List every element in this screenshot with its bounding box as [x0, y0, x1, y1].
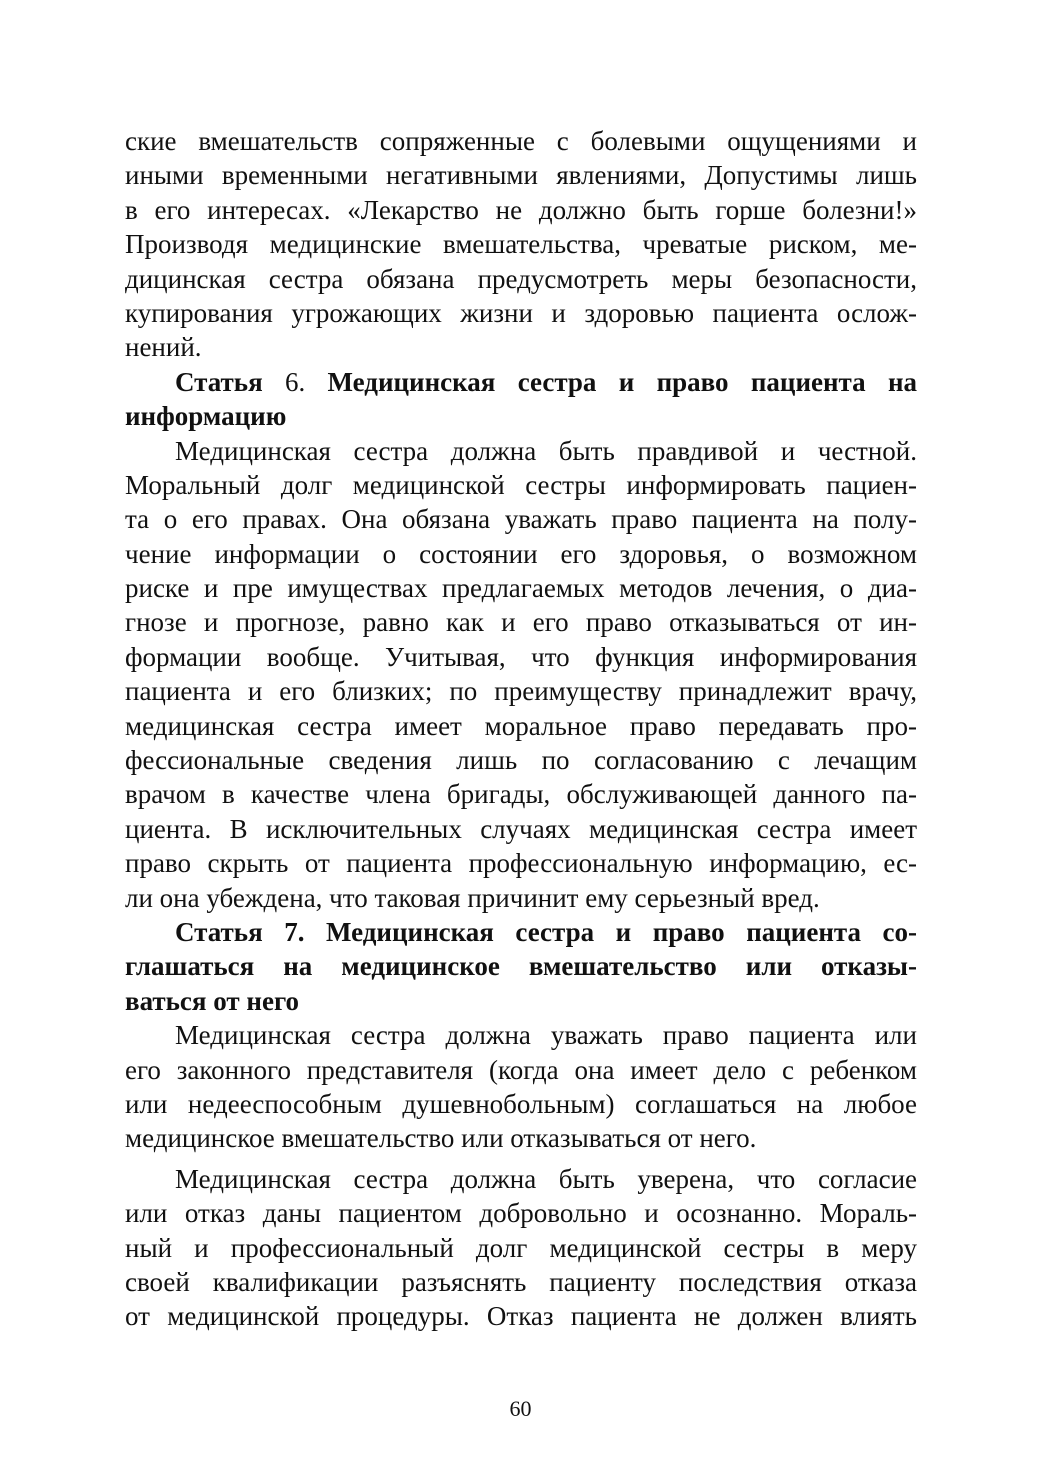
page-number: 60 — [509, 1396, 532, 1421]
text-line: медицинская сестра имеет моральное право передавать про- — [125, 710, 917, 741]
page-body — [125, 124, 917, 1334]
article-7-heading — [125, 915, 917, 1018]
text-line: его законного представителя (когда она имеет дело с ребенком — [125, 1054, 917, 1085]
text-line: от медицинской процедуры. Отказ пациента не должен влиять — [125, 1301, 917, 1332]
text-line: пациента и его близких; по преимуществу принадлежит врачу, — [125, 676, 917, 707]
heading-title: Медицинская сестра и право пациента на — [327, 366, 917, 397]
text-line: в его интересах. «Лекарство не должно быть горше болезни!» — [125, 194, 917, 225]
text-line: чение информации о состоянии его здоровья, о возможном — [125, 538, 917, 569]
text-line: ские вмешательств сопряженные с болевыми ощущениями и — [125, 126, 917, 156]
text-line: Производя медицинские вмешательства, чреватые риском, ме- — [125, 229, 917, 260]
text-line: или недееспособным душевнобольным) соглашаться на любое — [125, 1088, 917, 1119]
text-line: нений. — [125, 332, 202, 363]
text-line: своей квалификации разъяснять пациенту последствия отказа — [125, 1266, 917, 1297]
text-line: дицинская сестра обязана предусмотреть меры безопасности, — [125, 263, 917, 294]
heading-number: 6. — [262, 366, 328, 397]
text-line: фессиональные сведения лишь по согласованию с лечащим — [125, 745, 917, 776]
heading-line: глашаться на медицинское вмешательство или отказы- — [125, 951, 917, 982]
text-line: медицинское вмешательство или отказываться от него. — [125, 1123, 757, 1154]
paragraph-continuation — [125, 124, 917, 365]
text-line: или отказ даны пациентом добровольно и осознанно. Мораль- — [125, 1198, 917, 1229]
article-7-paragraph-1 — [125, 1018, 917, 1156]
text-line: право скрыть от пациента профессиональную информацию, ес- — [125, 848, 917, 879]
text-line: иными временными негативными явлениями, Допустимы лишь — [125, 160, 917, 191]
text-line: та о его правах. Она обязана уважать право пациента на полу- — [125, 504, 917, 535]
text-line: риске и пре имуществах предлагаемых методов лечения, о диа- — [125, 573, 917, 604]
article-6-heading — [125, 365, 917, 434]
heading-line — [125, 365, 917, 399]
text-line: ли она убеждена, что таковая причинит ему серьезный вред. — [125, 882, 820, 913]
text-line: Моральный долг медицинской сестры информировать пациен- — [125, 469, 917, 500]
heading-line: ваться от него — [125, 985, 300, 1016]
text-line: формации вообще. Учитывая, что функция информирования — [125, 641, 917, 672]
text-line: купирования угрожающих жизни и здоровью пациента ослож- — [125, 297, 917, 328]
text-line: Медицинская сестра должна уважать право пациента или — [175, 1020, 917, 1051]
heading-line: информацию — [125, 401, 287, 432]
text-line: ный и профессиональный долг медицинской сестры в меру — [125, 1232, 917, 1263]
heading-line: Статья 7. Медицинская сестра и право пациента со- — [175, 916, 917, 947]
heading-prefix: Статья — [175, 366, 263, 397]
text-line: врачом в качестве члена бригады, обслуживающей данного па- — [125, 779, 917, 810]
text-line: Медицинская сестра должна быть уверена, что согласие — [175, 1163, 917, 1194]
text-line: гнозе и прогнозе, равно как и его право отказываться от ин- — [125, 607, 917, 638]
article-6-body — [125, 434, 917, 915]
text-line: Медицинская сестра должна быть правдивой и честной. — [175, 435, 917, 466]
text-line: циента. В исключительных случаях медицинская сестра имеет — [125, 813, 917, 844]
article-7-paragraph-2 — [125, 1162, 917, 1334]
